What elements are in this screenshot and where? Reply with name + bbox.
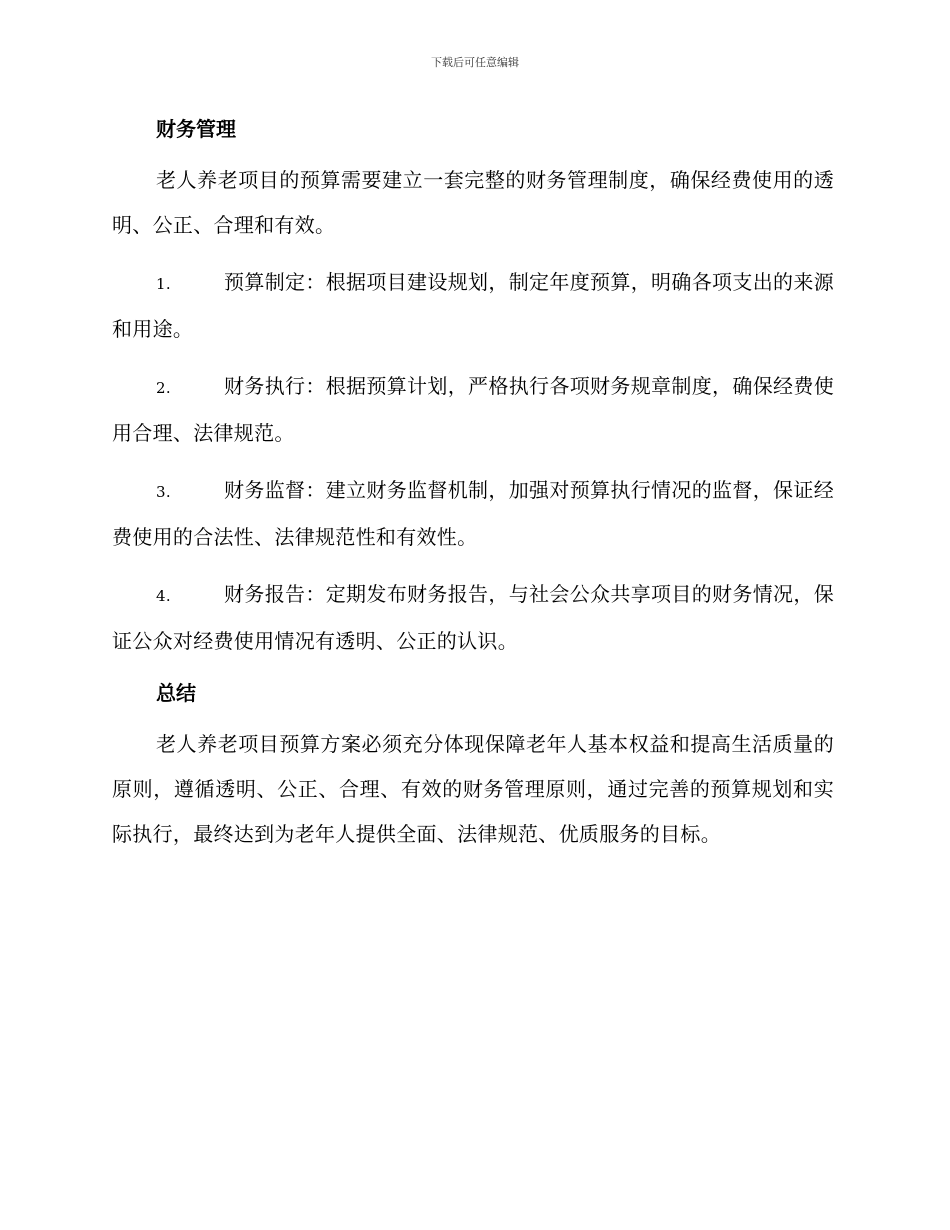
list-item-text: 财务执行：根据预算计划，严格执行各项财务规章制度，确保经费使用合理、法律规范。 xyxy=(112,374,834,445)
document-body xyxy=(112,112,834,869)
finance-list-item-3 xyxy=(112,468,834,560)
list-number: 2. xyxy=(156,379,171,397)
finance-list-item-2 xyxy=(112,364,834,456)
list-item-text: 预算制定：根据项目建设规划，制定年度预算，明确各项支出的来源和用途。 xyxy=(112,270,834,341)
list-number: 1. xyxy=(156,275,171,293)
list-item-text: 财务监督：建立财务监督机制，加强对预算执行情况的监督，保证经费使用的合法性、法律规范性和有效性。 xyxy=(112,478,834,549)
summary-paragraph: 老人养老项目预算方案必须充分体现保障老年人基本权益和提高生活质量的原则，遵循透明、公正、合理、有效的财务管理原则，通过完善的预算规划和实际执行，最终达到为老年人提供全面、法律规范、优质服务的目标。 xyxy=(112,732,834,846)
list-number: 3. xyxy=(156,483,171,501)
finance-intro-paragraph: 老人养老项目的预算需要建立一套完整的财务管理制度，确保经费使用的透明、公正、合理和有效。 xyxy=(112,168,834,237)
list-number: 4. xyxy=(156,587,171,605)
list-item-text: 财务报告：定期发布财务报告，与社会公众共享项目的财务情况，保证公众对经费使用情况有透明、公正的认识。 xyxy=(112,582,834,653)
header-note: 下载后可任意编辑 xyxy=(431,56,519,69)
finance-list-item-1 xyxy=(112,260,834,352)
finance-list-item-4 xyxy=(112,572,834,664)
section-heading-summary: 总结 xyxy=(156,681,196,705)
section-heading-finance: 财务管理 xyxy=(156,117,236,141)
